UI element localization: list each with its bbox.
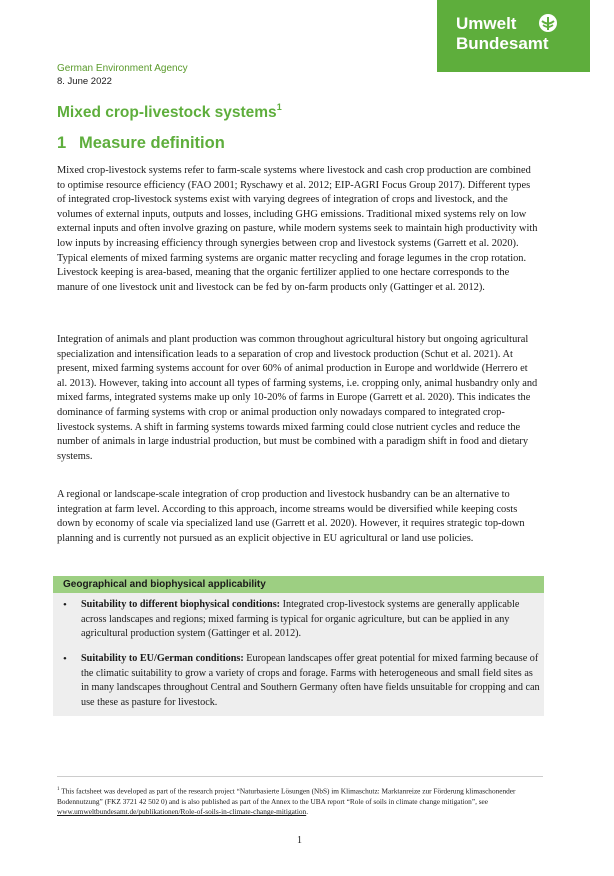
document-title bbox=[57, 104, 282, 122]
logo-text-line2: Bundesamt bbox=[456, 34, 549, 53]
footnote-text: This factsheet was developed as part of the research project “Naturbasierte Lösungen (NbS) im Klimaschutz: Marktanreize zur Förderung klimaschonender Bodennutzung” (FKZ 3721 42 502 0) and is also published as part of the Annex to the UBA report “Role of soils in climate change mitigation”, see bbox=[57, 786, 516, 806]
logo-text-line1: Umwelt bbox=[456, 14, 517, 33]
agency-name: German Environment Agency bbox=[57, 63, 188, 74]
paragraph-3: A regional or landscape-scale integration of crop production and livestock husbandry can be an alternative to integration at farm level. According to this approach, income streams would be diversified while keeping costs down by economy of scale via specialized land use (Garrett et al. 2020). However, it requires strategic top-down planning and is currently not pursued as an explicit objective in EU agricultural or land use policies. bbox=[57, 489, 525, 544]
title-footnote-marker[interactable]: 1 bbox=[276, 102, 282, 112]
bullet-label: Suitability to EU/German conditions: bbox=[81, 653, 244, 664]
umweltbundesamt-logo bbox=[437, 0, 590, 72]
bullet-text bbox=[81, 598, 541, 642]
page-number: 1 bbox=[297, 835, 302, 846]
bullet-dot: • bbox=[63, 599, 67, 611]
footnote bbox=[57, 785, 543, 818]
section-number: 1 bbox=[57, 134, 67, 152]
section-heading bbox=[57, 134, 225, 153]
paragraph-1: Mixed crop-livestock systems refer to farm-scale systems where livestock and cash crop production are combined to optimise resource efficiency (FAO 2001; Ryschawy et al. 2012; EIP-AGRI Focus Group 2017). Different types of integrated crop-livestock systems exist with varying degrees of integration of crops and livestock, and the volumes of external inputs, outputs and losses, including GHG emissions. Traditional mixed systems rely on low external inputs and often involve grazing on pasture, while modern systems seek to maintain high productivity with low inputs by increasing efficiency through synergies between crop and livestock systems (Garrett et al. 2020). Typical elements of mixed farming systems are organic matter recycling and forage legumes in the crop rotation. Livestock keeping is area-based, meaning that the organic fertilizer applied to one hectare corresponds to the manure of one livestock unit and livestock can be fed by on-farm products only (Gattinger et al. 2012). bbox=[57, 165, 538, 293]
footnote-marker: 1 bbox=[57, 787, 60, 792]
bullet-text bbox=[81, 652, 541, 710]
document-title-text: Mixed crop-livestock systems bbox=[57, 104, 277, 121]
applicability-box bbox=[53, 576, 544, 716]
paragraph-2: Integration of animals and plant production was common throughout agricultural history but ongoing agricultural specialization and intensification leads to a separation of crop and livestock production (Schut et al. 2021). At present, mixed farming systems account for over 60% of animal production in Europe and worldwide (Herrero et al. 2013). However, taking into account all types of farming systems, i.e. cropping only, animal husbandry only and mixed farms, integrated systems make up only 10-20% of farms in Europe (Garrett et al. 2020). This indicates the dominance of farming systems with crop or animal production only nowadays compared to integrated crop-livestock systems. A shift in farming systems towards mixed farming could close nutrient cycles and reduce the number of animals in large industrial production, but must be combined with a paradigm shift in food and dietary systems. bbox=[57, 334, 538, 462]
applicability-heading bbox=[53, 576, 544, 593]
applicability-heading-text: Geographical and biophysical applicability bbox=[63, 579, 266, 590]
bullet-body: Integrated crop-livestock systems are generally applicable across landscapes and regions; mixed farming is typical for organic agriculture, but can be applied in any agricultural production system (Gattinger et al. 2012). bbox=[81, 599, 520, 640]
footnote-end: . bbox=[306, 807, 309, 817]
bullet-label: Suitability to different biophysical conditions: bbox=[81, 599, 281, 610]
bullet-body: European landscapes offer great potential for mixed farming because of the climatic suitability to grow a variety of crops and forage. Farms with heterogeneous and small field sites as in many landscapes throughout Central and Southern Germany often have fields unsuitable for cropping and can use these as pasture for livestock. bbox=[81, 653, 540, 708]
publication-date: 8. June 2022 bbox=[57, 76, 112, 87]
section-title: Measure definition bbox=[79, 134, 225, 152]
bullet-dot: • bbox=[63, 653, 67, 665]
footnote-link[interactable]: www.umweltbundesamt.de/publikationen/Role-of-soils-in-climate-change-mitigation bbox=[57, 807, 307, 817]
footnote-separator bbox=[57, 776, 543, 777]
tree-icon bbox=[538, 13, 558, 33]
